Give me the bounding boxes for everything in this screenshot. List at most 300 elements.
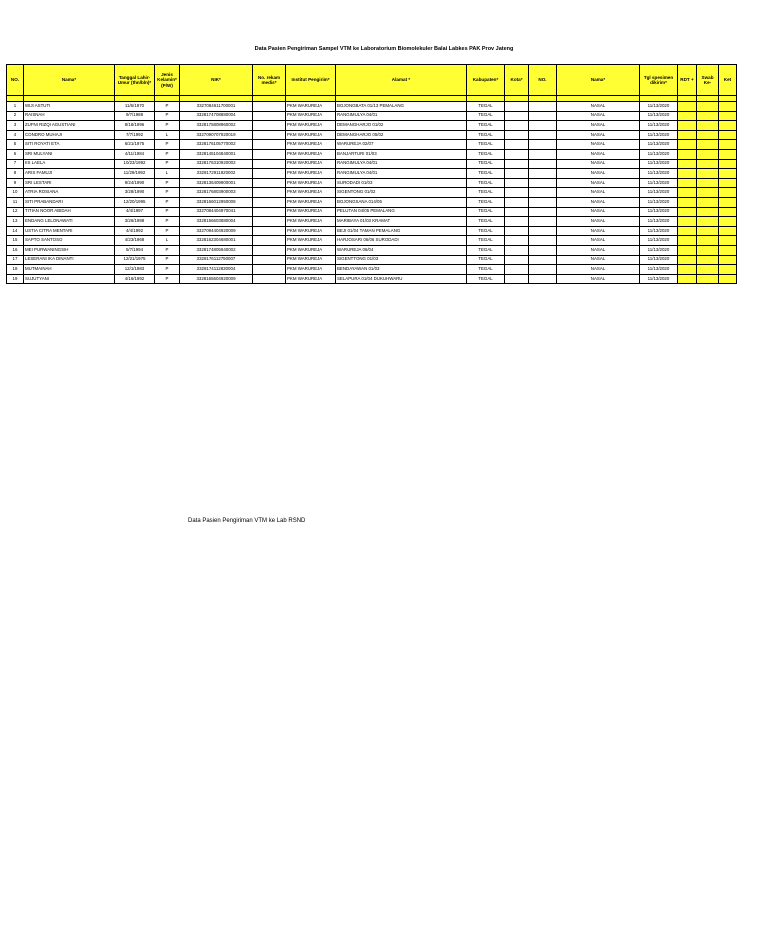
table-cell[interactable]: 8 [7, 169, 24, 179]
table-cell[interactable]: 12/21/1975 [115, 255, 155, 265]
table-cell[interactable] [719, 217, 737, 227]
table-cell[interactable] [678, 140, 697, 150]
table-cell[interactable] [253, 188, 286, 198]
table-cell[interactable]: DEMANGHARJO 05/02 [336, 130, 467, 140]
table-cell[interactable] [697, 102, 719, 112]
table-cell[interactable]: NASAL [557, 217, 640, 227]
table-cell[interactable] [678, 274, 697, 284]
table-cell[interactable]: MUTMAINAH [24, 265, 115, 275]
table-cell[interactable]: 3328176310920002 [180, 159, 253, 169]
table-cell[interactable] [253, 207, 286, 217]
table-cell[interactable]: 17 [7, 255, 24, 265]
table-cell[interactable]: TEGAL [467, 207, 505, 217]
table-cell[interactable]: TEGAL [467, 274, 505, 284]
table-cell[interactable]: BENDAYAWAN 01/03 [336, 265, 467, 275]
table-cell[interactable] [719, 226, 737, 236]
table-cell[interactable] [719, 169, 737, 179]
table-cell[interactable]: 3328174805940002 [180, 245, 253, 255]
table-cell[interactable]: P [155, 197, 180, 207]
table-cell[interactable]: 11/13/2020 [640, 265, 678, 275]
table-cell[interactable]: 11/13/2020 [640, 188, 678, 198]
table-cell[interactable]: TEGAL [467, 130, 505, 140]
table-cell[interactable]: 4/4/1997 [115, 207, 155, 217]
table-cell[interactable] [253, 236, 286, 246]
table-cell[interactable] [697, 111, 719, 121]
table-cell[interactable] [253, 265, 286, 275]
table-cell[interactable]: P [155, 217, 180, 227]
table-cell[interactable] [719, 102, 737, 112]
table-cell[interactable] [505, 149, 529, 159]
table-cell[interactable] [678, 111, 697, 121]
table-cell[interactable] [529, 188, 557, 198]
table-cell[interactable] [678, 245, 697, 255]
table-cell[interactable]: 7/7/1992 [115, 130, 155, 140]
table-cell[interactable] [697, 188, 719, 198]
table-cell[interactable]: PKM WARUREJA [286, 140, 336, 150]
table-cell[interactable] [719, 159, 737, 169]
table-cell[interactable]: NASAL [557, 226, 640, 236]
table-cell[interactable] [678, 121, 697, 131]
table-cell[interactable] [253, 159, 286, 169]
table-cell[interactable] [529, 149, 557, 159]
table-cell[interactable] [253, 245, 286, 255]
table-cell[interactable] [253, 274, 286, 284]
table-cell[interactable] [505, 274, 529, 284]
table-cell[interactable] [697, 274, 719, 284]
table-cell[interactable]: 3328175808960002 [180, 121, 253, 131]
table-cell[interactable]: P [155, 111, 180, 121]
table-cell[interactable]: TEGAL [467, 245, 505, 255]
table-cell[interactable]: NASAL [557, 188, 640, 198]
table-cell[interactable]: 11/13/2020 [640, 121, 678, 131]
table-cell[interactable]: RANGIMULYA 04/01 [336, 159, 467, 169]
table-cell[interactable]: P [155, 188, 180, 198]
table-cell[interactable] [678, 178, 697, 188]
table-cell[interactable]: P [155, 140, 180, 150]
table-cell[interactable]: 3/28/1990 [115, 188, 155, 198]
table-cell[interactable]: ATRIA ROSIANA [24, 188, 115, 198]
table-cell[interactable]: 3328176803900003 [180, 188, 253, 198]
table-cell[interactable] [505, 130, 529, 140]
table-cell[interactable]: 11/13/2020 [640, 255, 678, 265]
table-cell[interactable]: WARUREJA 02/07 [336, 140, 467, 150]
table-cell[interactable]: PKM WARUREJA [286, 207, 336, 217]
table-cell[interactable]: TEGAL [467, 159, 505, 169]
table-cell[interactable]: NASAL [557, 130, 640, 140]
table-cell[interactable] [697, 265, 719, 275]
table-cell[interactable]: NASAL [557, 140, 640, 150]
table-cell[interactable] [678, 255, 697, 265]
table-cell[interactable]: P [155, 245, 180, 255]
table-cell[interactable]: SITI PRABANDARI [24, 197, 115, 207]
table-cell[interactable] [505, 140, 529, 150]
table-cell[interactable] [678, 207, 697, 217]
table-cell[interactable] [529, 217, 557, 227]
table-cell[interactable] [529, 226, 557, 236]
table-cell[interactable]: 4 [7, 130, 24, 140]
table-cell[interactable]: TEGAL [467, 188, 505, 198]
table-cell[interactable] [719, 255, 737, 265]
table-cell[interactable]: P [155, 265, 180, 275]
table-cell[interactable]: RAISNAH [24, 111, 115, 121]
table-cell[interactable]: 3328145104840001 [180, 149, 253, 159]
table-cell[interactable] [697, 121, 719, 131]
table-cell[interactable] [505, 159, 529, 169]
table-cell[interactable] [697, 236, 719, 246]
table-cell[interactable]: 3 [7, 121, 24, 131]
table-cell[interactable] [719, 140, 737, 150]
table-cell[interactable] [529, 140, 557, 150]
table-cell[interactable] [253, 102, 286, 112]
table-cell[interactable]: TEGAL [467, 265, 505, 275]
table-cell[interactable] [697, 130, 719, 140]
table-cell[interactable] [505, 188, 529, 198]
table-cell[interactable]: 3328174708880004 [180, 111, 253, 121]
table-cell[interactable]: PKM WARUREJA [286, 159, 336, 169]
table-cell[interactable]: NASAL [557, 255, 640, 265]
table-cell[interactable]: P [155, 207, 180, 217]
table-cell[interactable] [678, 197, 697, 207]
table-cell[interactable]: CONDRO MUHAJI [24, 130, 115, 140]
table-cell[interactable]: 11 [7, 197, 24, 207]
table-cell[interactable]: 3327084404970041 [180, 207, 253, 217]
table-cell[interactable]: 16 [7, 245, 24, 255]
table-cell[interactable]: TEGAL [467, 197, 505, 207]
table-cell[interactable]: 11/13/2020 [640, 236, 678, 246]
table-cell[interactable] [719, 207, 737, 217]
table-cell[interactable]: 5 [7, 140, 24, 150]
table-cell[interactable]: 11/13/2020 [640, 274, 678, 284]
table-cell[interactable]: 3327084611700001 [180, 102, 253, 112]
table-cell[interactable] [719, 265, 737, 275]
table-cell[interactable]: 4/23/1968 [115, 236, 155, 246]
table-cell[interactable]: PKM WARUREJA [286, 130, 336, 140]
table-cell[interactable]: PKM WARUREJA [286, 149, 336, 159]
table-cell[interactable] [505, 226, 529, 236]
table-cell[interactable] [529, 111, 557, 121]
table-cell[interactable] [678, 149, 697, 159]
table-cell[interactable]: USTIA CITRA MENTARI [24, 226, 115, 236]
table-cell[interactable]: WIJI ASTUTI [24, 102, 115, 112]
table-cell[interactable] [719, 178, 737, 188]
table-cell[interactable] [529, 197, 557, 207]
table-cell[interactable]: 6/21/1975 [115, 140, 155, 150]
table-cell[interactable]: 11/13/2020 [640, 159, 678, 169]
table-cell[interactable] [719, 197, 737, 207]
table-cell[interactable] [253, 130, 286, 140]
table-cell[interactable] [529, 236, 557, 246]
table-cell[interactable] [719, 245, 737, 255]
table-cell[interactable]: SRI MULYANI [24, 149, 115, 159]
table-cell[interactable] [253, 169, 286, 179]
table-cell[interactable]: 3328176112750007 [180, 255, 253, 265]
table-cell[interactable]: NASAL [557, 121, 640, 131]
table-cell[interactable] [678, 159, 697, 169]
table-cell[interactable] [253, 149, 286, 159]
table-cell[interactable] [719, 236, 737, 246]
table-cell[interactable]: SIGENTTONG 01/03 [336, 255, 467, 265]
table-cell[interactable]: PKM WARUREJA [286, 178, 336, 188]
table-cell[interactable]: PELUTAN 04/05 PEMALANG [336, 207, 467, 217]
table-cell[interactable]: ZUFNI RIZQI AGUSTIANI [24, 121, 115, 131]
table-cell[interactable]: 11/13/2020 [640, 140, 678, 150]
table-cell[interactable]: 3328176105770002 [180, 140, 253, 150]
table-cell[interactable]: 19 [7, 274, 24, 284]
table-cell[interactable]: L [155, 236, 180, 246]
table-cell[interactable] [678, 169, 697, 179]
table-cell[interactable]: P [155, 149, 180, 159]
table-cell[interactable] [529, 130, 557, 140]
table-cell[interactable]: TEGAL [467, 236, 505, 246]
table-cell[interactable]: P [155, 121, 180, 131]
table-cell[interactable]: PKM WARUREJA [286, 265, 336, 275]
table-cell[interactable]: P [155, 226, 180, 236]
table-cell[interactable]: 15 [7, 236, 24, 246]
table-cell[interactable]: 3328165604920009 [180, 274, 253, 284]
table-cell[interactable]: BOJONGSANA 014/05 [336, 197, 467, 207]
table-cell[interactable]: 11/13/2020 [640, 169, 678, 179]
table-cell[interactable]: NASAL [557, 102, 640, 112]
table-cell[interactable] [678, 217, 697, 227]
table-cell[interactable]: RANGIMULYA 04/01 [336, 111, 467, 121]
table-cell[interactable] [529, 274, 557, 284]
table-cell[interactable] [253, 140, 286, 150]
table-cell[interactable]: 9/24/1990 [115, 178, 155, 188]
table-cell[interactable] [505, 207, 529, 217]
table-cell[interactable]: 9 [7, 178, 24, 188]
table-cell[interactable] [529, 255, 557, 265]
table-cell[interactable]: 3328172911920002 [180, 169, 253, 179]
table-cell[interactable] [529, 121, 557, 131]
table-cell[interactable]: 13 [7, 217, 24, 227]
table-cell[interactable] [697, 178, 719, 188]
table-cell[interactable]: 11/13/2020 [640, 102, 678, 112]
table-cell[interactable]: NASAL [557, 265, 640, 275]
table-cell[interactable]: SURODADI 01/03 [336, 178, 467, 188]
table-cell[interactable]: 3327090707920019 [180, 130, 253, 140]
table-cell[interactable]: TEGAL [467, 255, 505, 265]
table-cell[interactable] [505, 255, 529, 265]
table-cell[interactable]: ARIS FAMUJI [24, 169, 115, 179]
table-cell[interactable] [678, 236, 697, 246]
table-cell[interactable] [678, 188, 697, 198]
table-cell[interactable]: PKM WARUREJA [286, 217, 336, 227]
table-cell[interactable]: PKM WARUREJA [286, 121, 336, 131]
table-cell[interactable]: SRI LESTARI [24, 178, 115, 188]
table-cell[interactable]: NASAL [557, 169, 640, 179]
table-cell[interactable] [678, 265, 697, 275]
table-cell[interactable]: 3328166012950008 [180, 197, 253, 207]
table-cell[interactable]: 12/20/1995 [115, 197, 155, 207]
table-cell[interactable]: TEGAL [467, 102, 505, 112]
table-cell[interactable] [697, 245, 719, 255]
table-cell[interactable]: TEGAL [467, 149, 505, 159]
table-cell[interactable]: 14 [7, 226, 24, 236]
table-cell[interactable]: 4/16/1992 [115, 274, 155, 284]
table-cell[interactable] [697, 197, 719, 207]
table-cell[interactable] [529, 245, 557, 255]
table-cell[interactable] [678, 226, 697, 236]
table-cell[interactable]: MARIBAYA 01/03 KRAMAT [336, 217, 467, 227]
table-cell[interactable]: 3328136409900001 [180, 178, 253, 188]
table-cell[interactable]: PKM WARUREJA [286, 236, 336, 246]
table-cell[interactable]: HARJOSARI 06/06 SURODADI [336, 236, 467, 246]
table-cell[interactable] [697, 169, 719, 179]
table-cell[interactable] [678, 130, 697, 140]
table-cell[interactable] [505, 111, 529, 121]
table-cell[interactable] [529, 265, 557, 275]
table-cell[interactable]: TITIAN NOOR ABIDAH [24, 207, 115, 217]
table-cell[interactable]: TEGAL [467, 121, 505, 131]
table-cell[interactable]: 3327094404920009 [180, 226, 253, 236]
table-cell[interactable]: L [155, 130, 180, 140]
table-cell[interactable] [697, 159, 719, 169]
table-cell[interactable]: SAPTO SANTOSO [24, 236, 115, 246]
table-cell[interactable]: 2 [7, 111, 24, 121]
table-cell[interactable]: MEI PURWANINGSIH [24, 245, 115, 255]
table-cell[interactable]: SIGENTONG 01/02 [336, 188, 467, 198]
table-cell[interactable] [253, 217, 286, 227]
table-cell[interactable]: LESERANI IKA DINANTI [24, 255, 115, 265]
table-cell[interactable]: PKM WARUREJA [286, 197, 336, 207]
table-cell[interactable]: P [155, 159, 180, 169]
table-cell[interactable]: P [155, 178, 180, 188]
table-cell[interactable]: ENDANG LELONAWATI [24, 217, 115, 227]
table-cell[interactable]: TEGAL [467, 178, 505, 188]
table-cell[interactable]: 12 [7, 207, 24, 217]
table-cell[interactable]: PKM WARUREJA [286, 245, 336, 255]
table-cell[interactable]: NASAL [557, 207, 640, 217]
table-cell[interactable]: 10/23/1992 [115, 159, 155, 169]
table-cell[interactable]: 11/13/2020 [640, 130, 678, 140]
table-cell[interactable] [529, 169, 557, 179]
table-cell[interactable]: 3328162304680001 [180, 236, 253, 246]
table-cell[interactable]: 4/4/1992 [115, 226, 155, 236]
table-cell[interactable]: NASAL [557, 197, 640, 207]
table-cell[interactable] [697, 207, 719, 217]
table-cell[interactable]: NASAL [557, 236, 640, 246]
table-cell[interactable] [505, 121, 529, 131]
table-cell[interactable] [253, 255, 286, 265]
table-cell[interactable] [529, 178, 557, 188]
table-cell[interactable]: PKM WARUREJA [286, 255, 336, 265]
table-cell[interactable]: 3328156603880004 [180, 217, 253, 227]
table-cell[interactable]: NASAL [557, 178, 640, 188]
table-cell[interactable] [719, 111, 737, 121]
table-cell[interactable] [697, 140, 719, 150]
table-cell[interactable]: BOJONGBATA 01/13 PEMALANG [336, 102, 467, 112]
table-cell[interactable]: 11/13/2020 [640, 197, 678, 207]
table-cell[interactable]: PKM WARUREJA [286, 188, 336, 198]
table-cell[interactable]: 11/6/1970 [115, 102, 155, 112]
table-cell[interactable]: 9/7/1988 [115, 111, 155, 121]
table-cell[interactable]: 8/18/1996 [115, 121, 155, 131]
table-cell[interactable] [719, 149, 737, 159]
table-cell[interactable]: SELAPURA 01/04 DUKUHWARU [336, 274, 467, 284]
table-cell[interactable] [253, 226, 286, 236]
table-cell[interactable]: P [155, 274, 180, 284]
table-cell[interactable] [505, 102, 529, 112]
table-cell[interactable] [505, 245, 529, 255]
table-cell[interactable]: 3/26/1988 [115, 217, 155, 227]
table-cell[interactable] [529, 207, 557, 217]
table-cell[interactable]: 11/13/2020 [640, 111, 678, 121]
table-cell[interactable]: 11/13/2020 [640, 217, 678, 227]
table-cell[interactable] [505, 178, 529, 188]
table-cell[interactable]: RANGIMULYA 04/01 [336, 169, 467, 179]
table-cell[interactable]: 1 [7, 102, 24, 112]
table-cell[interactable]: PKM WARUREJA [286, 102, 336, 112]
table-cell[interactable] [505, 265, 529, 275]
table-cell[interactable]: L [155, 169, 180, 179]
table-cell[interactable]: 6 [7, 149, 24, 159]
table-cell[interactable]: 5/7/1994 [115, 245, 155, 255]
table-cell[interactable]: TEGAL [467, 226, 505, 236]
table-cell[interactable]: 12/1/1983 [115, 265, 155, 275]
table-cell[interactable]: DEMANGHARJO 01/02 [336, 121, 467, 131]
table-cell[interactable]: TEGAL [467, 169, 505, 179]
table-cell[interactable]: IIS LAELA [24, 159, 115, 169]
table-cell[interactable]: NASAL [557, 149, 640, 159]
table-cell[interactable]: BANJARTURI 01/03 [336, 149, 467, 159]
table-cell[interactable]: NASAL [557, 274, 640, 284]
table-cell[interactable]: TEGAL [467, 140, 505, 150]
table-cell[interactable]: 7 [7, 159, 24, 169]
table-cell[interactable] [719, 121, 737, 131]
table-cell[interactable] [719, 188, 737, 198]
table-cell[interactable]: 11/13/2020 [640, 178, 678, 188]
table-cell[interactable] [253, 121, 286, 131]
table-cell[interactable]: 11/13/2020 [640, 207, 678, 217]
table-cell[interactable] [697, 255, 719, 265]
table-cell[interactable]: SUJUTYANI [24, 274, 115, 284]
table-cell[interactable]: P [155, 102, 180, 112]
table-cell[interactable]: NASAL [557, 245, 640, 255]
table-cell[interactable]: WARUREJA 06/04 [336, 245, 467, 255]
table-cell[interactable] [697, 149, 719, 159]
table-cell[interactable] [678, 102, 697, 112]
table-cell[interactable]: NASAL [557, 111, 640, 121]
table-cell[interactable]: NASAL [557, 159, 640, 169]
table-cell[interactable] [719, 130, 737, 140]
table-cell[interactable] [505, 236, 529, 246]
table-cell[interactable]: 11/13/2020 [640, 226, 678, 236]
table-cell[interactable]: PKM WARUREJA [286, 169, 336, 179]
table-cell[interactable]: 11/13/2020 [640, 245, 678, 255]
table-cell[interactable] [697, 217, 719, 227]
table-cell[interactable] [719, 274, 737, 284]
table-cell[interactable] [253, 178, 286, 188]
table-cell[interactable]: 4/11/1984 [115, 149, 155, 159]
table-cell[interactable]: 10 [7, 188, 24, 198]
table-cell[interactable]: SITI ROYATI ETA [24, 140, 115, 150]
table-cell[interactable]: PKM WARUREJA [286, 111, 336, 121]
table-cell[interactable]: PKM WARUREJA [286, 274, 336, 284]
table-cell[interactable] [253, 111, 286, 121]
table-cell[interactable] [505, 197, 529, 207]
table-cell[interactable] [505, 169, 529, 179]
table-cell[interactable] [253, 197, 286, 207]
table-cell[interactable]: 11/13/2020 [640, 149, 678, 159]
table-cell[interactable] [529, 159, 557, 169]
table-cell[interactable]: TEGAL [467, 217, 505, 227]
table-cell[interactable]: BEJI 01/04 TAMAN PEMALANG [336, 226, 467, 236]
table-cell[interactable]: 3328174112830004 [180, 265, 253, 275]
table-cell[interactable]: 11/29/1992 [115, 169, 155, 179]
table-cell[interactable] [697, 226, 719, 236]
table-cell[interactable] [529, 102, 557, 112]
table-cell[interactable]: PKM WARUREJA [286, 226, 336, 236]
